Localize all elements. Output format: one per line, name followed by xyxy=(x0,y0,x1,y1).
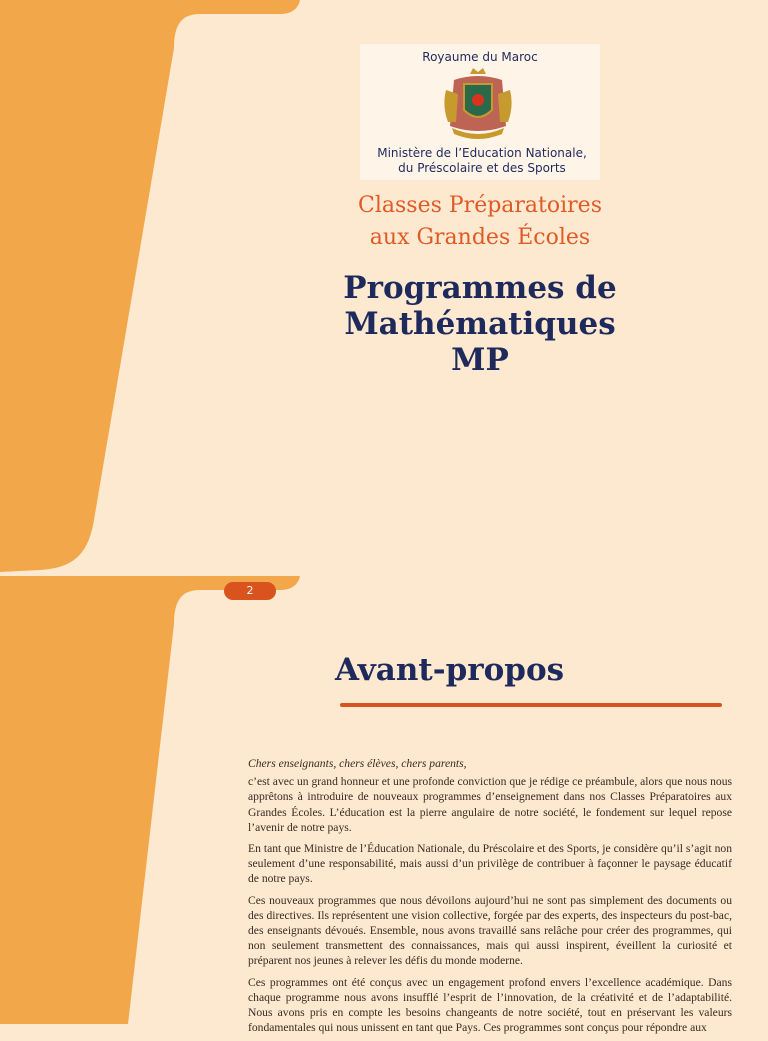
paragraph-3: Ces nouveaux programmes que nous dévoilons aujourd’hui ne sont pas simplement des documents ou des directives. Ils représentent une vision collective, forgée par des experts, des inspecteurs du post-bac, des enseignants dévoués. Ensemble, nous avons travaillé sans relâche pour créer des programmes, qui non seulement transmettent des connaissances, mais qui aussi inspirent, éveillent la curiosité et préparent nos jeunes à relever les défis du monde moderne. xyxy=(248,893,732,968)
title-line-3: MP xyxy=(451,342,509,378)
paragraph-4: Ces programmes ont été conçus avec un engagement profond envers l’excellence académique. Dans chaque programme nous avons insufflé l’esprit de l’innovation, de la créativité et de l’adaptabilité. Nous avons pris en compte les besoins changeants de notre société, tout en préservant les valeurs fondamentales qui nous unissent en tant que Pays. Ces programmes sont conçus pour répondre aux xyxy=(248,975,732,1035)
title-line-1: Programmes de xyxy=(343,270,617,306)
paragraph-2: En tant que Ministre de l’Éducation Nationale, du Préscolaire et des Sports, je considère qu’il s’agit non seulement d’une responsabilité, mais aussi d’un privilège de contribuer à façonner le paysage éducatif de notre pays. xyxy=(248,842,732,886)
foreword-body xyxy=(248,756,732,1041)
page-number-badge: 2 xyxy=(224,582,276,600)
country-name: Royaume du Maroc xyxy=(422,50,538,64)
foreword-heading: Avant-propos xyxy=(335,652,565,688)
salutation: Chers enseignants, chers élèves, chers parents, xyxy=(248,757,467,770)
heading-underline xyxy=(340,703,722,707)
subtitle-line-2: aux Grandes Écoles xyxy=(369,225,591,250)
title-line-2: Mathématiques xyxy=(344,306,616,342)
ministry-line-2: du Préscolaire et des Sports xyxy=(398,161,566,175)
ministry-line-1: Ministère de l’Education Nationale, xyxy=(377,146,587,160)
paragraph-1: c’est avec un grand honneur et une profonde conviction que je rédige ce préambule, alors que nous nous apprêtons à introduire de nouveaux programmes d’enseignement dans nos Classes Préparatoires aux Grandes Écoles. L’éducation est la pierre angulaire de notre société, le fondement sur lequel repose l’avenir de notre pays. xyxy=(248,775,732,834)
coat-of-arms-icon xyxy=(440,66,516,142)
cover-title xyxy=(300,270,660,378)
subtitle-line-1: Classes Préparatoires xyxy=(358,193,602,218)
ministry-name xyxy=(352,146,612,176)
cover-orange-band xyxy=(0,0,320,576)
cover-subtitle xyxy=(320,190,640,254)
